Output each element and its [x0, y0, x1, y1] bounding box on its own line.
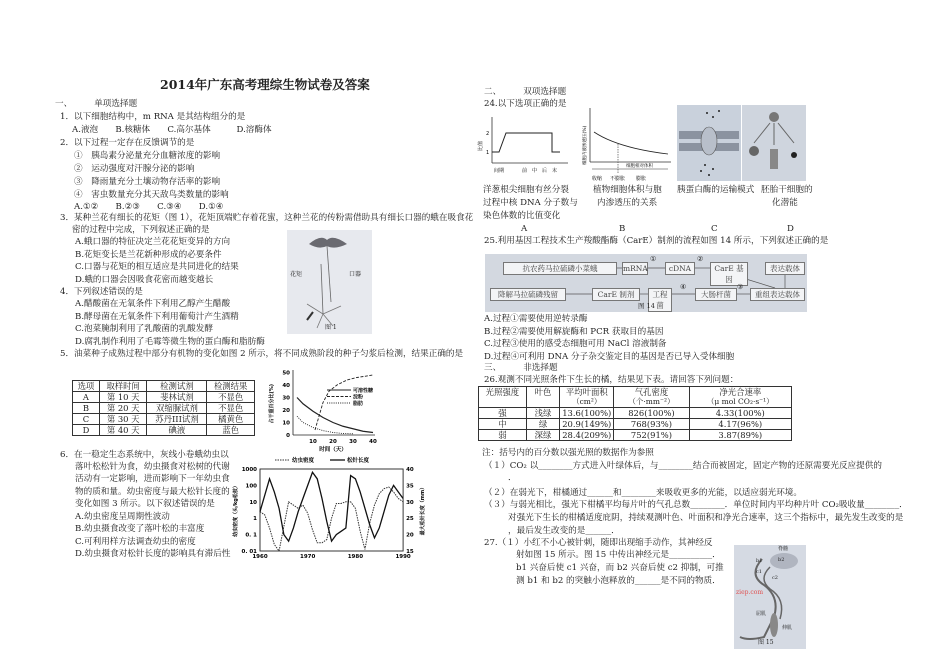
- mark-swell: 膨胀: [636, 176, 647, 182]
- q1-stem: 1．以下细胞结构中，m RNA 是其结构组分的是: [60, 112, 246, 122]
- q27-line: 27.（１）小红不小心被针刺，随即出现缩手动作，其神经反: [484, 538, 713, 548]
- legend-label: 松针长度: [347, 458, 370, 464]
- cell: 深绿: [526, 430, 559, 441]
- section-number: 一、: [55, 99, 73, 109]
- figure-24d-stem-cells: [742, 105, 806, 181]
- legend-label: 幼虫密度: [292, 458, 315, 464]
- y-tick-label: 20: [282, 408, 290, 414]
- q3-option: C.口器与花矩的相互适应是共同进化的结果: [75, 262, 239, 272]
- figure-2-seed-chart: [265, 365, 395, 457]
- y-tick-label: 0: [286, 433, 290, 439]
- cell: 浅绿: [526, 408, 559, 419]
- header-cell: 检测结果: [207, 381, 255, 392]
- section-label: 非选择题: [523, 363, 558, 373]
- q5-stem: 5．油菜种子成熟过程中部分有机物的变化如图 2 所示，将不同成熟阶段的种子匀浆后检测，结果正确的是: [60, 349, 464, 359]
- figure-15-reflex-arc: [734, 545, 806, 649]
- q25-option: B.过程②需要使用解旋酶和 PCR 获取目的基因: [484, 327, 664, 337]
- caption-a: 染色体数的比值变化: [483, 211, 561, 221]
- cell: B: [73, 403, 100, 414]
- figure-14-flowchart: [485, 254, 807, 312]
- right-tick-label: 40: [406, 467, 414, 473]
- x-tick-label: 30: [349, 439, 357, 445]
- needle-length-line: [260, 472, 403, 541]
- figure-24a-dna-ratio: [474, 115, 570, 177]
- stem-cell-illustration: [742, 105, 806, 181]
- unit-cell: （个·mm⁻²）: [614, 397, 689, 408]
- x-tick-label: 1980: [347, 554, 364, 560]
- cell: 768(93%): [614, 419, 689, 430]
- q3-option: A.蛾口器的特征决定兰花花矩变异的方向: [75, 237, 231, 247]
- cell: 弱: [479, 430, 527, 441]
- step-3-label: ③: [737, 283, 744, 291]
- right-axis-label: 最大松针长度（mm）: [420, 484, 426, 536]
- tick-telophase: 末: [552, 168, 558, 174]
- label-mouthpart: 口器: [349, 271, 362, 278]
- q26-line: （２）在弱光下，柑橘通过______和________来吸收更多的光能，以适应弱光环境。: [484, 488, 802, 498]
- right-tick-label: 25: [406, 516, 414, 523]
- left-tick-label: 100: [245, 483, 257, 490]
- q6-line: 活动有一定影响，进而影响下一年幼虫食: [75, 474, 230, 484]
- q2-item: ② 运动强度对汗腺分泌的影响: [74, 164, 195, 174]
- table-row: [73, 403, 255, 414]
- cell: 第 40 天: [99, 425, 147, 436]
- q27-line: 射如图 15 所示。图 15 中传出神经元是__________．: [516, 550, 721, 560]
- cell: D: [73, 425, 100, 436]
- cell: 第 30 天: [99, 414, 147, 425]
- q4-stem: 4．下列叙述错误的是: [60, 287, 143, 297]
- reflex-arc-illustration: [734, 545, 806, 649]
- figure-3-larva-needle-chart: [230, 454, 430, 564]
- label-spur: 花矩: [290, 271, 303, 278]
- q27-line: b1 兴奋后使 c1 兴奋，而 b2 兴奋后使 c2 抑制，可推: [516, 563, 724, 573]
- left-tick-label: 1000: [241, 467, 257, 473]
- q2-item: ④ 害虫数量充分其天敌鸟类数量的影响: [74, 190, 229, 200]
- y-label: 比值: [478, 140, 484, 152]
- q26-note: 注：括号内的百分数以强光照的数据作为参照: [482, 448, 654, 458]
- q25-stem: 25.利用基因工程技术生产羧酸酯酶（CarE）制剂的流程如图 14 所示，下列叙述正确的是: [484, 236, 829, 246]
- cell: 苏丹III试剂: [147, 414, 207, 425]
- q4-option: D.腐乳制作利用了毛霉等微生物的蛋白酶和脂肪酶: [75, 337, 265, 347]
- q6-option: C.可利用样方法调查幼虫的密度: [75, 537, 196, 547]
- right-tick-label: 35: [406, 483, 414, 490]
- cell: C: [73, 414, 100, 425]
- flow-step-mrna: mRNA: [623, 264, 648, 273]
- mark-no-swell: 不膨胀: [610, 176, 626, 182]
- x-tick-label: 10: [309, 439, 317, 445]
- option-letter-c: C: [711, 224, 718, 234]
- q6-line: 落叶松松针为食，幼虫摄食对松树的代谢: [75, 462, 230, 472]
- moth-illustration: [287, 230, 372, 334]
- q6-line: 物的质和量。幼虫密度与最大松针长度的: [75, 487, 230, 497]
- q26-line: ．: [508, 473, 517, 483]
- flow-step-engineered-bacteria: 工程菌: [648, 288, 672, 312]
- cell: 13.6(100%): [560, 408, 614, 419]
- flow-step-recombinant-vector: 重组表达载体: [750, 288, 805, 301]
- figure-caption: 图 15: [758, 639, 774, 646]
- label-b2: b2: [778, 557, 785, 563]
- y-axis-label: 占干重百分比(%): [269, 383, 275, 424]
- flow-step-care-preparation: CarE 制剂: [592, 288, 640, 301]
- cell: 双缩脲试剂: [147, 403, 207, 414]
- x-tick-label: 20: [329, 439, 337, 445]
- right-tick-label: 20: [406, 532, 414, 539]
- option-letter-d: D: [787, 224, 794, 234]
- caption-b: 植物细胞体积与胞: [593, 185, 662, 195]
- cell: 不显色: [207, 392, 255, 403]
- y-tick-label: 10: [282, 420, 290, 427]
- figure-24b-osmotic-pressure: [578, 104, 673, 184]
- x-tick-label: 1970: [300, 554, 316, 560]
- label-c1: c1: [756, 569, 762, 575]
- cell: 橘黄色: [207, 414, 255, 425]
- table-header-row: [479, 387, 792, 398]
- section-2-heading: [484, 87, 566, 98]
- q2-item: ③ 降雨量充分土壤动物存活率的影响: [74, 177, 221, 187]
- series-line-dashed: [315, 375, 373, 430]
- legend-label: 脂肪: [353, 401, 364, 407]
- left-tick-label: 10: [249, 499, 257, 506]
- q2-options: A.①② B.②③ C.③④ D.①④: [74, 202, 224, 212]
- q4-option: C.泡菜腌制利用了乳酸菌的乳酸发酵: [75, 324, 213, 334]
- x-tick-label: 1960: [252, 554, 268, 560]
- header-cell: 取样时间: [99, 381, 147, 392]
- step-1-label: ①: [650, 255, 657, 263]
- cell: 第 20 天: [99, 403, 147, 414]
- q26-stem: 26.观测不同光照条件下生长的橘，结果见下表。请回答下列问题：: [484, 375, 739, 385]
- tick-1: 1: [486, 150, 490, 156]
- caption-d: 胚胎干细胞的: [761, 185, 813, 195]
- header-cell: 气孔密度: [614, 387, 689, 398]
- q27-line: 测 b1 和 b2 的突触小泡释放的______是不同的物质．: [516, 576, 721, 586]
- flow-step-care-gene: CarE 基因: [710, 262, 748, 286]
- cell: 826(100%): [614, 408, 689, 419]
- table-header-row: [73, 381, 255, 392]
- option-letter-a: A: [521, 224, 528, 234]
- cell: 蓝色: [207, 425, 255, 436]
- q25-option: D.过程④可利用 DNA 分子杂交鉴定目的基因是否已导入受体细胞: [484, 352, 735, 362]
- mark-shrink: 收缩: [592, 176, 603, 182]
- x-tick-label: 40: [369, 439, 377, 445]
- figure-24c-membrane-transport: [677, 105, 741, 181]
- unit-cell: （cm²）: [560, 397, 614, 408]
- figure-1-orchid-moth: [287, 230, 372, 334]
- x-axis-label: 时间（天）: [319, 447, 347, 453]
- q6-option: D.幼虫摄食对松针长度的影响具有滞后性: [75, 549, 231, 559]
- x-label: 细胞相对体积: [626, 164, 653, 169]
- section-label: 单项选择题: [94, 99, 138, 109]
- right-tick-label: 30: [406, 499, 414, 506]
- membrane-illustration: [677, 105, 741, 181]
- section-3-heading: [484, 363, 558, 374]
- cell: 不显色: [207, 403, 255, 414]
- cell: 4.33(100%): [689, 408, 791, 419]
- q6-option: A.幼虫密度呈周期性波动: [75, 512, 170, 522]
- section-1-heading: [55, 99, 137, 110]
- left-tick-label: 0. 1: [245, 532, 257, 539]
- step-2-label: ②: [697, 255, 704, 263]
- legend-label: 可溶性糖: [353, 388, 374, 394]
- q3-option: B.花矩变长是兰花新种形成的必要条件: [75, 250, 222, 260]
- header-cell: 平均叶面积: [560, 387, 614, 398]
- left-tick-label: 0. 01: [241, 549, 257, 555]
- figure-caption: 图 14: [638, 302, 655, 310]
- q2-stem: 2．以下过程一定存在反馈调节的是: [60, 138, 195, 148]
- section-number: 三、: [484, 363, 502, 373]
- section-label: 双项选择题: [523, 87, 567, 97]
- cell: 斐林试剂: [147, 392, 207, 403]
- left-tick-label: 1: [253, 516, 257, 523]
- cell: 752(91%): [614, 430, 689, 441]
- caption-d: 化潜能: [772, 198, 798, 208]
- table-row: [479, 408, 792, 419]
- right-tick-label: 15: [406, 549, 414, 555]
- left-axis-label: 幼虫密度（头/kg松枝）: [233, 483, 239, 537]
- flow-step-ecoli: 大肠杆菌: [695, 288, 737, 301]
- cell: A: [73, 392, 100, 403]
- q6-line: 变化如图 3 所示。以下叙述错误的是: [75, 499, 215, 509]
- header-cell: 光照强度: [479, 387, 527, 408]
- label-b1: b1: [756, 558, 763, 564]
- q24-stem: 24.以下选项正确的是: [484, 99, 567, 109]
- q25-option: C.过程③使用的感受态细胞可用 NaCl 溶液制备: [484, 339, 667, 349]
- q26-line: （１）CO₂ 以________方式进入叶绿体后，与________结合而被固定，固定产物的还原需要光反应提供的: [484, 461, 882, 471]
- q3-stem-cont: 密的过程中完成，下列叙述正确的是: [72, 225, 210, 235]
- q26-line: 对强光下生长的柑橘适度庇阴，持续观测叶色、叶面积和净光合速率，这三个指标中，最先发生改变的是: [508, 513, 904, 523]
- cell: 28.4(209%): [560, 430, 614, 441]
- label-spinal-cord: 脊髓: [778, 546, 789, 552]
- q3-option: D.蛾的口器会因吸食花密而越变越长: [75, 275, 214, 285]
- label-extensor: 伸肌: [782, 625, 793, 631]
- caption-b: 内渗透压的关系: [597, 198, 658, 208]
- q4-option: A.醋酸菌在无氧条件下利用乙醇产生醋酸: [75, 299, 231, 309]
- y-tick-label: 50: [282, 370, 290, 377]
- q6-option: B.幼虫摄食改变了落叶松的丰富度: [75, 524, 205, 534]
- cell: 绿: [526, 419, 559, 430]
- cell: 第 10 天: [99, 392, 147, 403]
- cell: 中: [479, 419, 527, 430]
- tick-metaphase: 中: [532, 168, 538, 174]
- y-tick-label: 30: [282, 395, 290, 402]
- flow-step-vector: 表达载体: [765, 262, 805, 275]
- watermark: ziep.com: [736, 589, 764, 596]
- q6-line: 6．在一稳定生态系统中，灰线小卷蛾幼虫以: [60, 450, 229, 460]
- cell: 强: [479, 408, 527, 419]
- q1-options: A.液泡 B.核糖体 C.高尔基体 D.溶酶体: [72, 125, 272, 135]
- option-letter-b: B: [619, 224, 626, 234]
- x-tick-label: 1990: [395, 554, 411, 560]
- q3-stem: 3．某种兰花有细长的花矩（图 1），花矩顶端贮存着花蜜，这种兰花的传粉需借助具有细长口器的蛾在吸食花: [60, 213, 474, 223]
- table-row: [479, 419, 792, 430]
- header-cell: 叶色: [526, 387, 559, 408]
- tick-2: 2: [486, 131, 490, 137]
- header-cell: 净光合速率: [689, 387, 791, 398]
- legend-label: 淀粉: [353, 394, 364, 401]
- q4-option: B.酵母菌在无氧条件下利用葡萄汁产生酒精: [75, 312, 239, 322]
- table-row: [479, 430, 792, 441]
- y-label: 细胞内液渗透压(%): [583, 125, 588, 165]
- section-number: 二、: [484, 87, 502, 97]
- figure-caption: 图 1: [325, 324, 337, 331]
- table-row: [73, 392, 255, 403]
- flow-step-moth: 抗农药马拉硫磷小菜蛾: [503, 262, 617, 275]
- q26-line: （３）与弱光相比，强光下柑橘平均每片叶的气孔总数________．单位时间内平均种片叶 CO₂吸收量________．: [484, 500, 908, 510]
- table-row: [73, 425, 255, 436]
- cell: 碘液: [147, 425, 207, 436]
- tick-anaphase: 后: [542, 168, 548, 174]
- page-title: 2014年广东高考理综生物试卷及答案: [160, 77, 370, 92]
- flow-step-cdna: cDNA: [665, 262, 695, 275]
- label-flexor: 屈肌: [756, 611, 767, 617]
- step-4-label: ④: [680, 283, 687, 291]
- q26-line: ，最后发生改变的是______．: [508, 526, 620, 536]
- q5-table: [72, 380, 255, 436]
- caption-a: 过程中核 DNA 分子数与: [483, 198, 578, 208]
- table-row: [73, 414, 255, 425]
- flow-step-degrade: 降解马拉硫磷残留: [490, 288, 566, 301]
- q26-table: [478, 386, 792, 441]
- cell: 3.87(89%): [689, 430, 791, 441]
- caption-c: 胰蛋白酶的运输模式: [677, 185, 755, 195]
- unit-cell: （μ mol CO₂·s⁻¹）: [689, 397, 791, 408]
- caption-a: 洋葱根尖细胞有丝分裂: [483, 185, 569, 195]
- header-cell: 选项: [73, 381, 100, 392]
- header-cell: 检测试剂: [147, 381, 207, 392]
- label-c2: c2: [772, 575, 778, 581]
- cell: 4.17(96%): [689, 419, 791, 430]
- cell: 20.9(149%): [560, 419, 614, 430]
- y-tick-label: 40: [282, 383, 290, 389]
- tick-interphase: 间期: [494, 168, 505, 174]
- q25-option: A.过程①需要使用逆转录酶: [484, 314, 588, 324]
- tick-prophase: 前: [522, 168, 528, 174]
- q2-item: ① 胰岛素分泌量充分血糖浓度的影响: [74, 151, 221, 161]
